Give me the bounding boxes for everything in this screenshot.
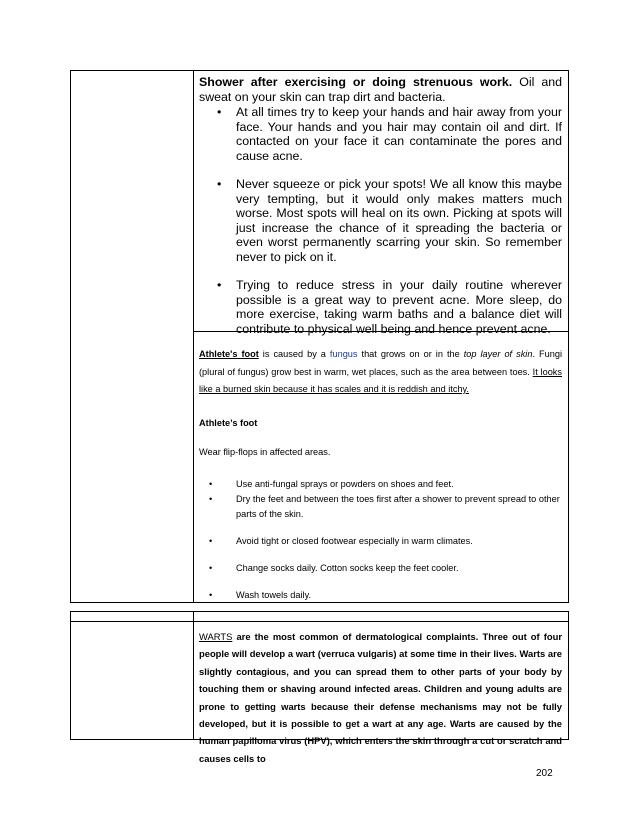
bullet-icon: • — [217, 278, 222, 292]
bullet-icon: • — [217, 177, 222, 191]
acne-prevention-cell — [199, 75, 562, 336]
bullet-icon: • — [217, 105, 222, 119]
list-item-text: Never squeeze or pick your spots! We all know this maybe very tempting, but it would only makes matters much worse. Most spots will heal on its own. Picking at spots will just increase the chance of it spreading the bacteria or even worst permanently scarring your skin. So remember never to pick on it. — [236, 177, 562, 264]
column-divider — [193, 71, 194, 602]
warts-term: WARTS — [199, 631, 233, 642]
athletes-foot-advice: Wear flip-flops in affected areas. — [199, 447, 331, 457]
list-item — [199, 561, 562, 576]
page-number: 202 — [536, 768, 553, 779]
bullet-icon: • — [209, 589, 213, 600]
acne-intro-bold: Shower after exercising or doing strenuous work. — [199, 75, 513, 89]
list-item-text: Trying to reduce stress in your daily routine wherever possible is a great way to prevent acne. More sleep, do more exercise, taking warm baths and a balance diet will contribute to physical well being and hence prevent acne. — [236, 278, 562, 336]
text-segment: is caused by a — [258, 349, 330, 359]
list-item-text: At all times try to keep your hands and hair away from your face. Your hands and you hair may contain oil and dirt. If contacted on your face it can contaminate the pores and cause acne. — [236, 105, 562, 163]
list-item-text: Avoid tight or closed footwear especially in warm climates. — [236, 535, 473, 546]
fungus-link[interactable]: fungus — [329, 349, 358, 359]
athletes-foot-term: Athlete's foot — [199, 349, 259, 359]
content-table-2 — [70, 611, 569, 764]
acne-tips-list — [199, 105, 562, 336]
list-item — [199, 477, 562, 492]
acne-intro-rest: Oil and sweat on your skin can trap dirt and bacteria. — [199, 75, 562, 104]
warts-text: are the most common of dermatological complaints. Three out of four people will develop a wart (verruca vulgaris) at some time in their lives. Warts are slightly contagious, and you can spread them to other parts of your body by touching them or shaving around infected areas. Children and young adults are prone to getting warts because their defense mechanisms may not be fully developed, but it is possible to get a wart at any age. Warts are caused by the human papilloma virus (HPV), which enters the skin through a cut or scratch and causes cells to — [199, 631, 562, 764]
content-table-1 — [70, 70, 569, 603]
list-item — [199, 105, 562, 163]
athletes-foot-cell — [199, 346, 562, 603]
athletes-foot-list — [199, 477, 562, 603]
underlined-description: It looks like a burned skin because it has scales and it is reddish and itchy. — [199, 366, 562, 394]
list-item — [199, 534, 562, 549]
list-item — [199, 588, 562, 603]
bullet-icon: • — [209, 562, 213, 573]
text-segment: that grows on or in the — [357, 349, 464, 359]
athletes-foot-description — [199, 346, 562, 399]
bullet-icon: • — [209, 478, 213, 489]
text-segment: . Fungi (plural of fungus) grow best in warm, wet places, such as the area between toes. — [199, 349, 562, 377]
list-item — [199, 278, 562, 336]
list-item — [199, 177, 562, 264]
list-item-text: Wash towels daily. — [236, 589, 312, 600]
athletes-foot-heading: Athlete’s foot — [199, 417, 258, 428]
column-divider — [193, 612, 194, 739]
bullet-icon: • — [209, 535, 213, 546]
acne-intro — [199, 75, 562, 104]
list-item — [199, 492, 562, 522]
list-item-text: Use anti-fungal sprays or powders on shoes and feet. — [236, 478, 454, 489]
warts-description — [199, 628, 562, 767]
warts-cell — [199, 628, 562, 767]
bullet-icon: • — [209, 493, 213, 504]
row-divider — [71, 621, 568, 622]
list-item-text: Change socks daily. Cotton socks keep the feet cooler. — [236, 562, 459, 573]
list-item-text: Dry the feet and between the toes first after a shower to prevent spread to other parts of the skin. — [236, 493, 560, 519]
top-layer-text: top layer of skin — [463, 349, 533, 359]
